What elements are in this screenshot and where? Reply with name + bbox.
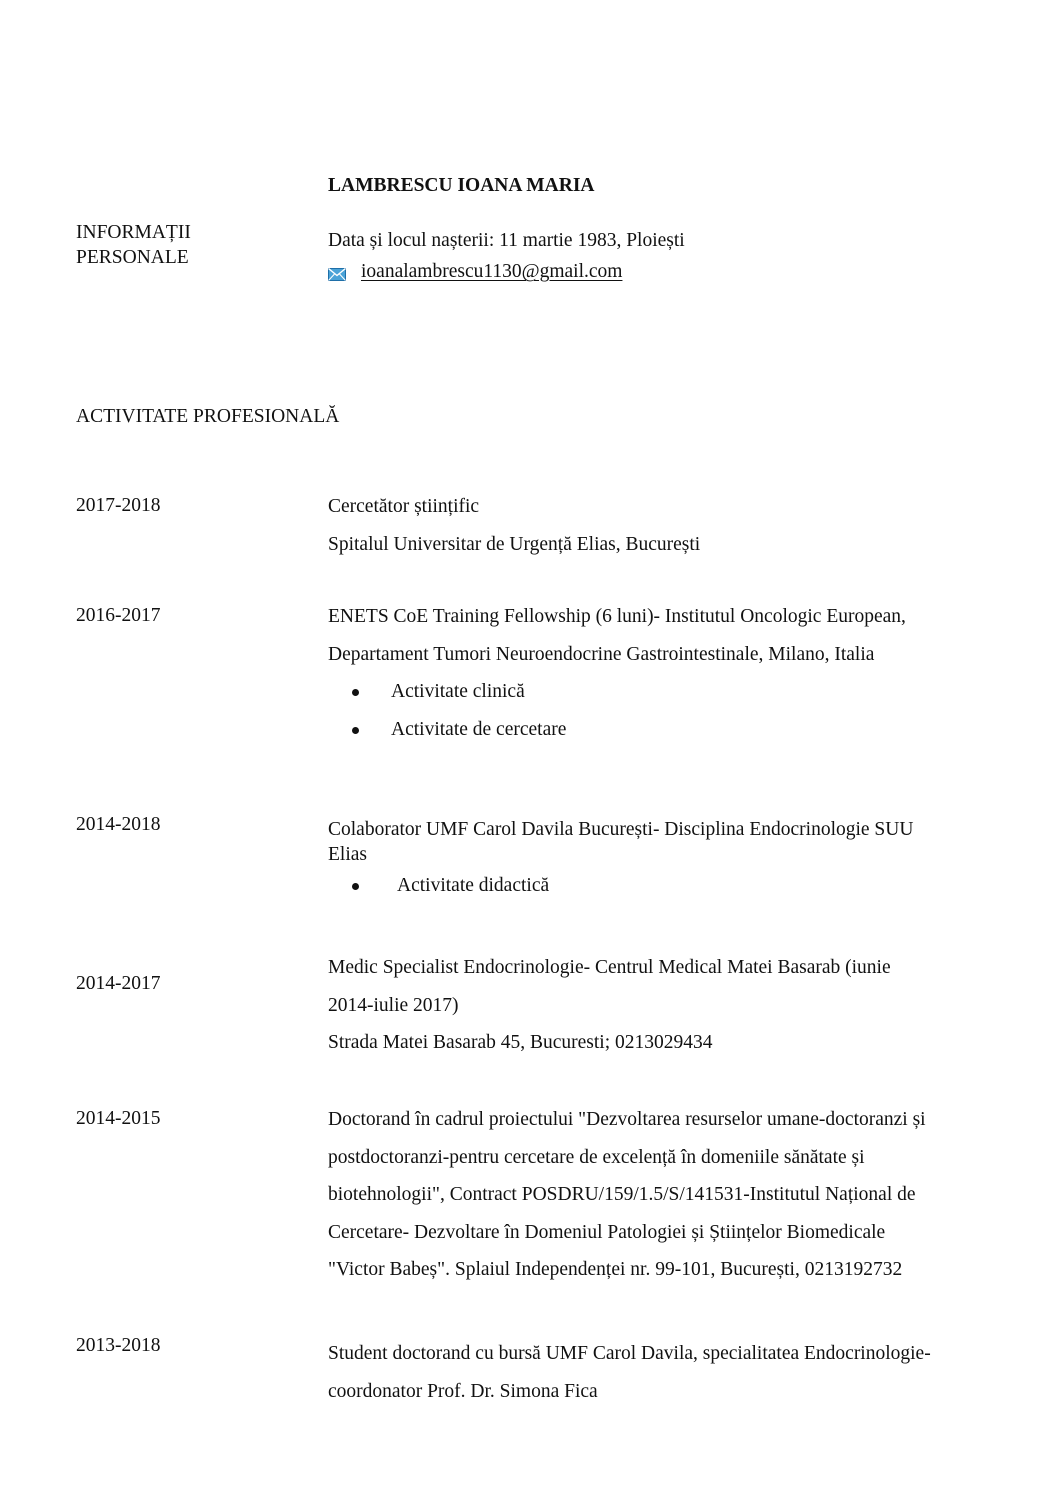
entry-line: Medic Specialist Endocrinologie- Centrul Medical Matei Basarab (iunie	[328, 957, 891, 978]
entry-years: 2017-2018	[76, 495, 161, 516]
entry-details	[328, 1342, 998, 1417]
entry-line: biotehnologii", Contract POSDRU/159/1.5/S/141531-Institutul Național de	[328, 1184, 916, 1205]
bullet-item	[328, 680, 998, 718]
entry-line: Colaborator UMF Carol Davila București- Disciplina Endocrinologie SUU	[328, 819, 914, 840]
activity-heading: ACTIVITATE PROFESIONALĂ	[76, 406, 340, 427]
bullet-text: Activitate didactică	[397, 875, 550, 896]
entry-line: Spitalul Universitar de Urgență Elias, București	[328, 533, 701, 555]
email-link[interactable]: ioanalambrescu1130@gmail.com	[361, 261, 623, 282]
entry-details	[328, 605, 998, 755]
bullet-text: Activitate de cercetare	[391, 718, 567, 740]
entry-line: Elias	[328, 844, 367, 865]
entry-line: Cercetare- Dezvoltare în Domeniul Patologiei și Științelor Biomedicale	[328, 1221, 886, 1243]
bullet-dot	[352, 727, 359, 734]
entry-line: 2014-iulie 2017)	[328, 994, 459, 1016]
email-row	[328, 261, 622, 283]
personal-info-label-line1: INFORMAȚII	[76, 222, 191, 243]
entry-details	[328, 956, 998, 1069]
entry-line: "Victor Babeș". Splaiul Independenței nr. 99-101, București, 0213192732	[328, 1259, 903, 1280]
entry-years: 2013-2018	[76, 1335, 161, 1356]
entry-line: postdoctoranzi-pentru cercetare de excelență în domeniile sănătate și	[328, 1146, 865, 1168]
entry-years: 2016-2017	[76, 605, 161, 626]
entry-line: Doctorand în cadrul proiectului "Dezvoltarea resurselor umane-doctoranzi și	[328, 1109, 926, 1130]
entry-line: Student doctorand cu bursă UMF Carol Davila, specialitatea Endocrinologie-	[328, 1343, 931, 1364]
entry-details	[328, 495, 998, 570]
entry-line: coordonator Prof. Dr. Simona Fica	[328, 1380, 598, 1402]
entry-details	[328, 818, 998, 912]
entry-line: Cercetător științific	[328, 496, 480, 517]
bullet-item	[328, 718, 998, 756]
entry-details	[328, 1108, 998, 1296]
bullet-dot	[352, 883, 359, 890]
personal-info-label	[76, 220, 191, 270]
birth-info: Data și locul nașterii: 11 martie 1983, Ploiești	[328, 230, 685, 251]
bullet-dot	[352, 689, 359, 696]
bullet-text: Activitate clinică	[391, 681, 525, 702]
envelope-icon	[328, 265, 346, 278]
entry-years: 2014-2018	[76, 814, 161, 835]
bullet-item	[328, 874, 998, 912]
entry-line: ENETS CoE Training Fellowship (6 luni)- Institutul Oncologic European,	[328, 606, 906, 627]
entry-line: Strada Matei Basarab 45, Bucuresti; 0213029434	[328, 1032, 713, 1053]
personal-info-label-line2: PERSONALE	[76, 247, 189, 268]
entry-years: 2014-2015	[76, 1108, 161, 1129]
entry-years: 2014-2017	[76, 973, 161, 994]
cv-name: LAMBRESCU IOANA MARIA	[328, 175, 595, 196]
entry-line: Departament Tumori Neuroendocrine Gastrointestinale, Milano, Italia	[328, 643, 875, 665]
